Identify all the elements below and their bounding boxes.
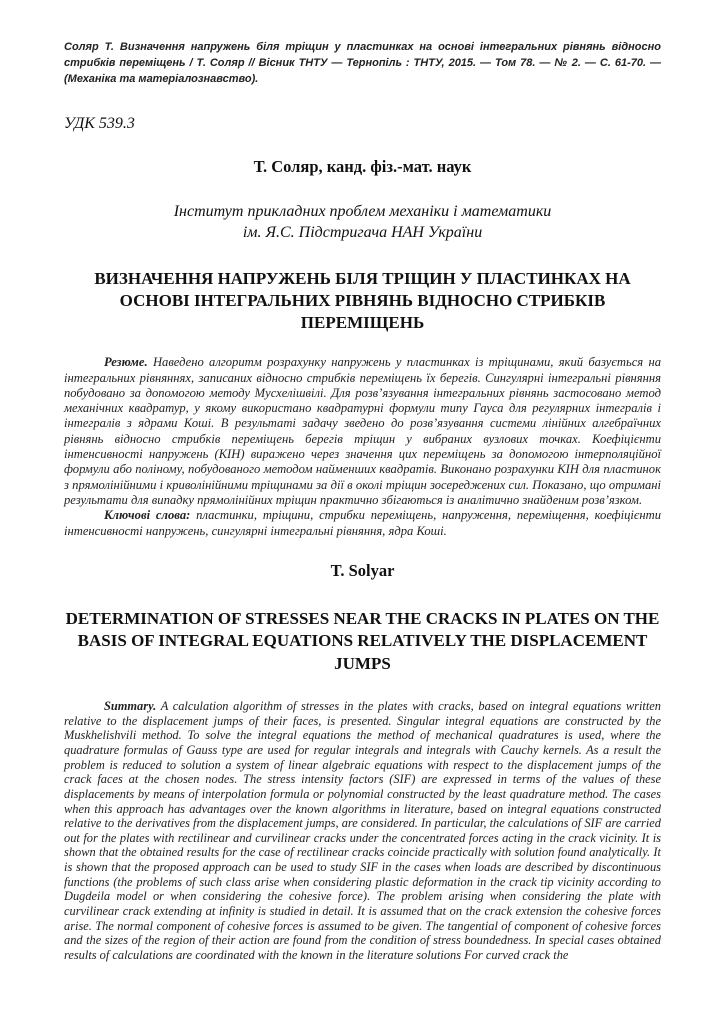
abstract-uk [64,355,661,508]
author-name-en: T. Solyar [330,560,395,580]
abstract-uk-label: Резюме. [104,355,148,370]
summary-en [64,699,661,962]
keywords-uk [64,508,661,539]
abstract-uk-text: Наведено алгоритм розрахунку напружень у пластинках із тріщинами, який базується на інтегральних рівняннях, записаних відносно стрибків переміщень їх берегів. Сингулярні інтегральні рівняння побудовано за допомогою методу Мусхелішвілі. Для розв’язування інтегральних рівнянь застосовано метод механічних квадратур, у якому використано квадратурні формули типу Гауса для регулярних інтегралів і інтегралів з ядрами Коші. В результаті задачу зведено до розв’язування системи лінійних алгебраїчних рівнянь відносно стрибків переміщень берегів тріщин у вибраних вузлових точках. Коефіцієнти інтенсивності напружень (КІН) виражено через значення цих переміщень за допомогою інтерполяційної формули або поліному, побудованого методом найменших квадратів. Виконано розрахунки КІН для пластинок з прямолінійними і криволінійними тріщинами за дії в околі тріщин зосереджених сил. Показано, що отримані результати для випадку прямолінійних тріщин практично збігаються із аналітично знайденим розв’язком. [64,355,661,507]
keywords-uk-label: Ключові слова: [104,508,191,523]
udc-code: УДК 539.3 [64,114,135,132]
author-name-uk: Т. Соляр, канд. фіз.-мат. наук [253,156,472,176]
affiliation-line-1: Інститут прикладних проблем механіки і математики [173,202,552,220]
paper-title-en: DETERMINATION OF STRESSES NEAR THE CRACKS IN PLATES ON THE BASIS OF INTEGRAL EQUATIONS RELATIVELY THE DISPLACEMENT JUMPS [65,608,660,673]
bibliographic-citation: Соляр Т. Визначення напружень біля тріщин у пластинках на основі інтегральних рівнянь відносно стрибків переміщень / Т. Соляр // Вісник ТНТУ — Тернопіль : ТНТУ, 2015. — Том 78. — № 2. — С. 61-70. — (Механіка та матеріалознавство). [64,41,661,85]
paper-title-uk: ВИЗНАЧЕННЯ НАПРУЖЕНЬ БІЛЯ ТРІЩИН У ПЛАСТИНКАХ НА ОСНОВІ ІНТЕГРАЛЬНИХ РІВНЯНЬ ВІДНОСНО СТРИБКІВ ПЕРЕМІЩЕНЬ [94,269,631,333]
keywords-uk-text: пластинки, тріщини, стрибки переміщень, напруження, переміщення, коефіцієнти інтенсивності напружень, сингулярні інтегральні рівняння, ядра Коші. [64,508,661,538]
summary-en-label: Summary. [104,699,157,714]
affiliation-line-2: ім. Я.С. Підстригача НАН України [242,224,483,242]
summary-en-text: A calculation algorithm of stresses in the plates with cracks, based on integral equations written relative to the displacement jumps of their faces, is presented. Singular integral equations are constructed by the Muskhelishvili method. To solve the integral equations the method of mechanical quadratures is used, where the quadrature formulas of Gauss type are used for regular integrals and integrals with Cauchy kernels. As a result the problem is reduced to solution a system of linear algebraic equations with respect to the displacement jumps of the crack faces at the chosen nodes. The stress intensity factors (SIF) are expressed in terms of the values of these displacements by means of interpolation formula or polynomial constructed by the least quadrature method. The cases when this approach has advantages over the known algorithms in literature, based on integral equations constructed relative to the derivatives from the displacement jumps, are considered. In particular, the calculations of SIF are carried out for the plates with rectilinear and curvilinear cracks under the concentrated forces acting in the crack vicinity. It is shown that the obtained results for the case of rectilinear cracks coincide practically with solution found analytically. It is shown that the proposed approach can be used to study SIF in the cases when loads are described by discontinuous functions (the problems of such class arise when considering plastic deformation in the crack tip vicinity according to Dugdeila model or when considering the cohesive force). The problem arising when considering the plate with curvilinear crack extending at infinity is studied in detail. It is assumed that on the crack extension the cohesive forces arise. The normal component of cohesive forces is assumed to be given. The tangential of component of cohesive forces and the sizes of the region of their action are found from the condition of stress boundedness. In special cases obtained results of calculations are coordinated with the known in the literature solutions For curved crack the [64,699,661,962]
